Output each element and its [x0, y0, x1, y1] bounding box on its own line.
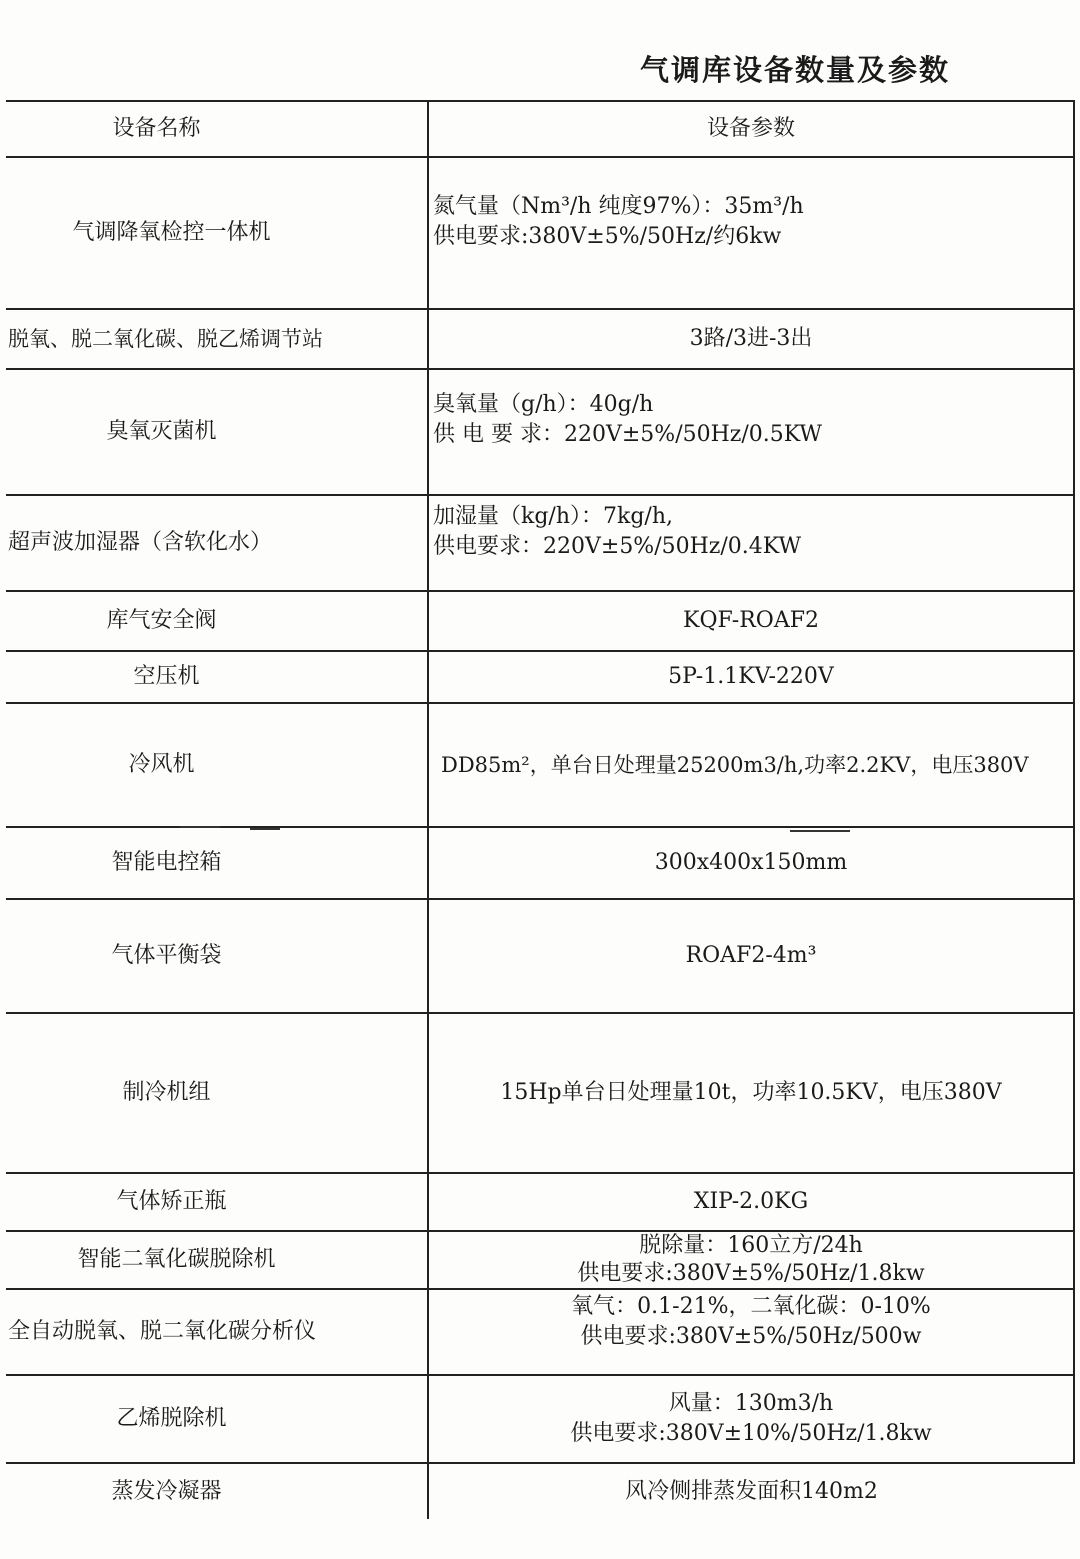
scan-artifact-line [790, 830, 850, 832]
table-row [6, 703, 1074, 827]
equipment-param-line: 供电要求：220V±5%/50Hz/0.4KW [433, 534, 802, 559]
table-row [6, 1173, 1074, 1231]
table-row [6, 899, 1074, 1013]
equipment-name: 蒸发冷凝器 [111, 1478, 222, 1504]
table-row [6, 157, 1074, 309]
equipment-param-line: KQF-ROAF2 [683, 608, 819, 633]
equipment-table [6, 100, 1075, 1519]
table-row [6, 369, 1074, 495]
scan-artifact-line [250, 828, 280, 830]
equipment-name: 冷风机 [128, 752, 195, 777]
scan-artifact-line [180, 826, 220, 828]
equipment-param-line: 风量：130m3/h [668, 1391, 834, 1416]
header-equipment-name: 设备名称 [6, 101, 428, 157]
equipment-param-line: 氮气量（Nm³/h 纯度97%）：35m³/h [433, 194, 804, 219]
equipment-name: 超声波加湿器（含软化水） [8, 530, 273, 555]
table-row [6, 591, 1074, 651]
equipment-param-line: 脱除量：160立方/24h [639, 1233, 863, 1258]
table-row [6, 651, 1074, 703]
equipment-param-line: 300x400x150mm [654, 850, 848, 875]
equipment-name: 乙烯脱除机 [116, 1406, 227, 1431]
equipment-name: 智能电控箱 [111, 850, 222, 875]
equipment-param-line: XIP-2.0KG [693, 1189, 809, 1214]
table-row [6, 1013, 1074, 1173]
equipment-param-line: 加湿量（kg/h）：7kg/h, [433, 504, 673, 529]
table-row [6, 1289, 1074, 1375]
equipment-param-line: 供电要求:380V±5%/50Hz/1.8kw [577, 1261, 925, 1286]
equipment-name: 全自动脱氧、脱二氧化碳分析仪 [8, 1319, 317, 1344]
table-row [6, 495, 1074, 591]
table-row [6, 827, 1074, 899]
equipment-name: 气体矫正瓶 [116, 1189, 227, 1214]
table-row [6, 1375, 1074, 1463]
table-header-row [6, 101, 1074, 157]
table-row [6, 309, 1074, 369]
equipment-param-line: DD85m²，单台日处理量25200m3/h,功率2.2KV，电压380V [441, 753, 1029, 777]
equipment-name: 气调降氧检控一体机 [72, 220, 271, 245]
equipment-name: 气体平衡袋 [111, 943, 222, 968]
equipment-name: 空压机 [133, 664, 200, 689]
equipment-param-line: 供电要求:380V±5%/50Hz/500w [580, 1324, 922, 1349]
header-equipment-params: 设备参数 [428, 101, 1074, 157]
equipment-param-line: 供电要求:380V±10%/50Hz/1.8kw [570, 1421, 932, 1446]
equipment-param-line: 5P-1.1KV-220V [668, 664, 834, 689]
table-row [6, 1231, 1074, 1289]
equipment-param-line: 3路/3进-3出 [689, 326, 813, 351]
equipment-name: 制冷机组 [122, 1080, 211, 1105]
equipment-param-line: 供 电 要 求：220V±5%/50Hz/0.5KW [433, 422, 823, 447]
equipment-param-line: 风冷侧排蒸发面积140m2 [625, 1478, 878, 1504]
equipment-param-line: 臭氧量（g/h）：40g/h [433, 392, 654, 417]
equipment-param-line: ROAF2-4m³ [685, 943, 817, 968]
equipment-name: 臭氧灭菌机 [106, 419, 217, 444]
equipment-param-line: 15Hp单台日处理量10t，功率10.5KV，电压380V [500, 1080, 1002, 1105]
equipment-param-line: 供电要求:380V±5%/50Hz/约6kw [433, 224, 782, 249]
page-title: 气调库设备数量及参数 [640, 53, 951, 87]
equipment-name: 智能二氧化碳脱除机 [77, 1247, 276, 1272]
table-row [6, 1463, 1074, 1519]
equipment-name: 脱氧、脱二氧化碳、脱乙烯调节站 [8, 327, 323, 351]
equipment-param-line: 氧气：0.1-21%，二氧化碳：0-10% [571, 1294, 931, 1319]
equipment-name: 库气安全阀 [106, 608, 217, 633]
